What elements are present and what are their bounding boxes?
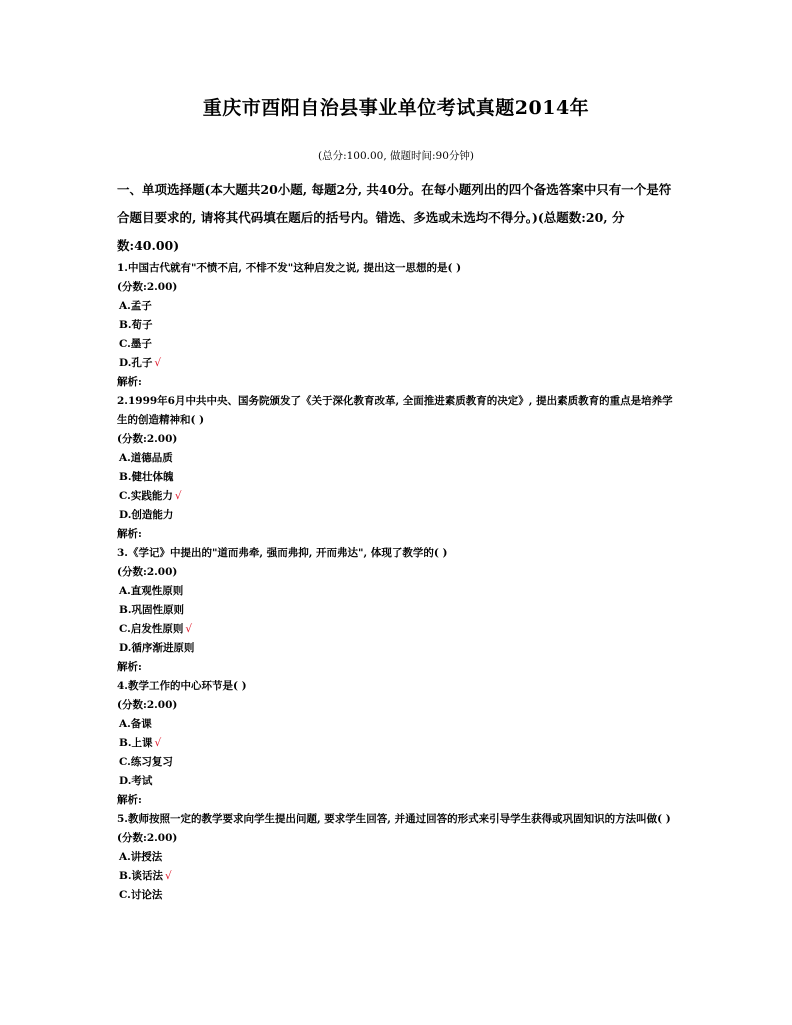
question-score: (分数:2.00) [117,832,178,844]
correct-check-icon: √ [174,490,182,502]
option-c [117,487,677,506]
analysis-label: 解析: [117,376,142,388]
question-score: (分数:2.00) [117,281,178,293]
option-label: C.练习复习 [119,756,173,768]
option-b [117,468,677,487]
option-a [117,715,677,734]
option-label: A.讲授法 [119,851,163,863]
option-a [117,848,677,867]
option-a [117,297,677,316]
option-label: D.孔子 [119,357,153,369]
question-text: 2.1999年6月中共中央、国务院颁发了《关于深化教育改革, 全面推进素质教育的决定》, 提出素质教育的重点是培养学生的创造精神和( ) [117,395,673,426]
option-b [117,867,677,886]
option-label: D.循序渐进原则 [119,642,195,654]
question-score: (分数:2.00) [117,566,178,578]
exam-meta: (总分:100.00, 做题时间:90分钟) [317,150,475,162]
option-c [117,620,677,639]
analysis-label: 解析: [117,661,142,673]
option-label: A.直观性原则 [119,585,184,597]
question-3 [117,544,677,677]
option-d [117,354,677,373]
option-label: B.荀子 [119,319,153,331]
option-label: A.道德品质 [119,452,173,464]
question-2 [117,392,677,544]
option-c [117,886,677,905]
correct-check-icon: √ [154,737,162,749]
option-label: B.上课 [119,737,153,749]
option-label: D.考试 [119,775,153,787]
correct-check-icon: √ [154,357,162,369]
document-title: 重庆市酉阳自治县事业单位考试真题2014年 [202,97,590,119]
question-text: 1.中国古代就有"不愤不启, 不悱不发"这种启发之说, 提出这一思想的是( ) [117,262,462,274]
option-d [117,639,677,658]
option-d [117,772,677,791]
option-label: A.孟子 [119,300,152,312]
analysis-label: 解析: [117,794,142,806]
option-label: D.创造能力 [119,509,174,521]
option-label: B.谈话法 [119,870,164,882]
option-c [117,753,677,772]
option-label: C.实践能力 [119,490,173,502]
question-text: 3.《学记》中提出的"道而弗牵, 强而弗抑, 开而弗达", 体现了教学的( ) [117,547,448,559]
option-label: B.健壮体魄 [119,471,174,483]
correct-check-icon: √ [185,623,193,635]
option-label: C.墨子 [119,338,152,350]
option-b [117,601,677,620]
section-heading: 一、单项选择题(本大题共20小题, 每题2分, 共40分。在每小题列出的四个备选答案中只有一个是符合题目要求的, 请将其代码填在题后的括号内。错选、多选或未选均不得分。)(总题数:20, 分数:40.00) [117,182,672,253]
correct-check-icon: √ [165,870,172,882]
analysis-label: 解析: [117,528,142,540]
option-a [117,449,677,468]
question-5 [117,810,677,905]
option-label: B.巩固性原则 [119,604,185,616]
option-d [117,506,677,525]
question-score: (分数:2.00) [117,433,178,445]
option-label: A.备课 [119,718,152,730]
question-score: (分数:2.00) [117,699,178,711]
option-b [117,316,677,335]
question-1 [117,259,677,392]
option-b [117,734,677,753]
question-text: 5.教师按照一定的教学要求向学生提出问题, 要求学生回答, 并通过回答的形式来引导学生获得或巩固知识的方法叫做( ) [117,813,671,825]
option-a [117,582,677,601]
option-c [117,335,677,354]
question-4 [117,677,677,810]
option-label: C.启发性原则 [119,623,184,635]
question-text: 4.教学工作的中心环节是( ) [117,680,247,692]
question-list [117,259,677,905]
option-label: C.讨论法 [119,889,163,901]
